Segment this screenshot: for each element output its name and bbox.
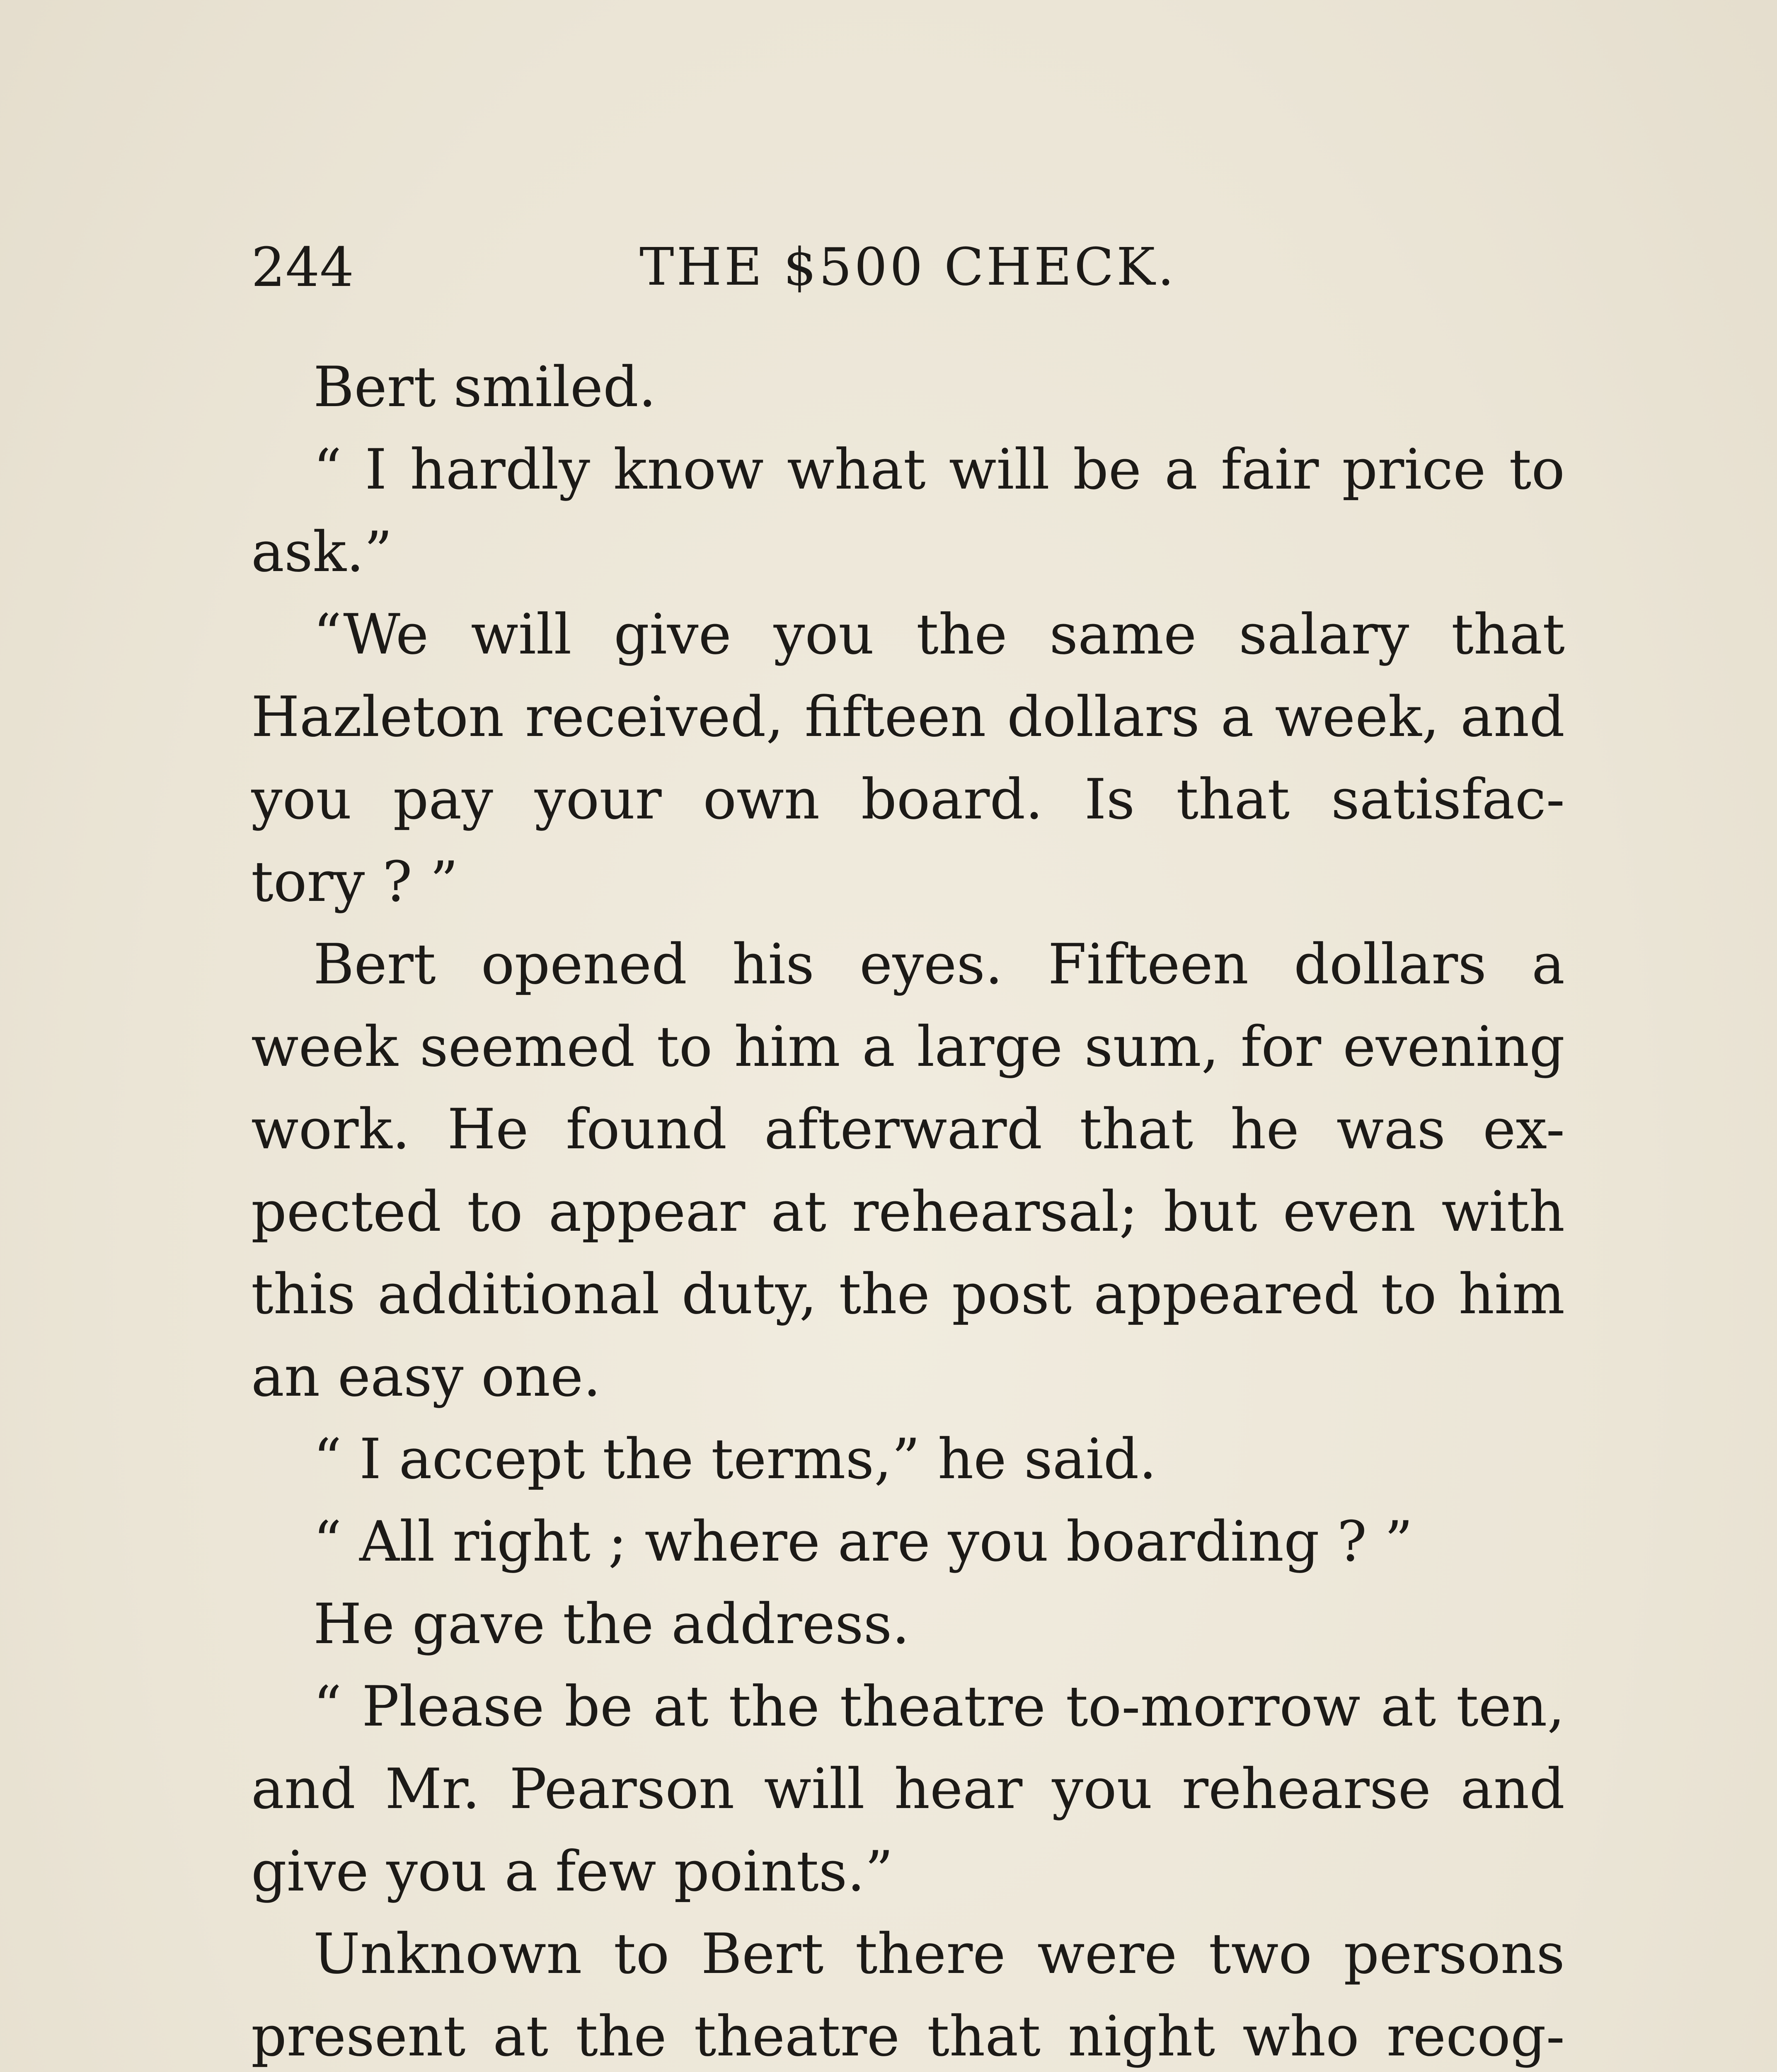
- running-title: THE $500 CHECK.: [639, 237, 1177, 297]
- text-line: “ I hardly know what will be a fair price to: [313, 437, 1565, 502]
- text-line: week seemed to him a large sum, for evening: [251, 1014, 1565, 1079]
- text-line: this additional duty, the post appeared to him: [251, 1262, 1565, 1326]
- text-line: you pay your own board. Is that satisfac-: [251, 767, 1565, 832]
- text-line: give you a few points.”: [251, 1839, 893, 1904]
- text-line: “ Please be at the theatre to-morrow at ten,: [313, 1674, 1565, 1739]
- text-line: “ All right ; where are you boarding ? ”: [313, 1509, 1413, 1574]
- page-header: [251, 232, 1565, 303]
- body-text: [251, 346, 1565, 2072]
- text-line: ask.”: [251, 520, 392, 584]
- text-line: He gave the address.: [313, 1592, 910, 1656]
- text-line: Hazleton received, fifteen dollars a week, and: [251, 685, 1565, 749]
- text-line: pected to appear at rehearsal; but even with: [251, 1179, 1565, 1244]
- text-line: “We will give you the same salary that: [313, 602, 1565, 667]
- text-line: Unknown to Bert there were two persons: [313, 1922, 1565, 1986]
- text-line: Bert opened his eyes. Fifteen dollars a: [313, 932, 1565, 997]
- text-line: an easy one.: [251, 1344, 601, 1409]
- page-number: 244: [251, 236, 354, 299]
- text-line: “ I accept the terms,” he said.: [313, 1427, 1157, 1491]
- text-line: tory ? ”: [251, 850, 458, 914]
- text-line: and Mr. Pearson will hear you rehearse and: [251, 1757, 1565, 1821]
- text-line: Bert smiled.: [313, 355, 656, 419]
- text-line: present at the theatre that night who recog-: [251, 2004, 1565, 2069]
- text-line: work. He found afterward that he was ex-: [251, 1097, 1565, 1162]
